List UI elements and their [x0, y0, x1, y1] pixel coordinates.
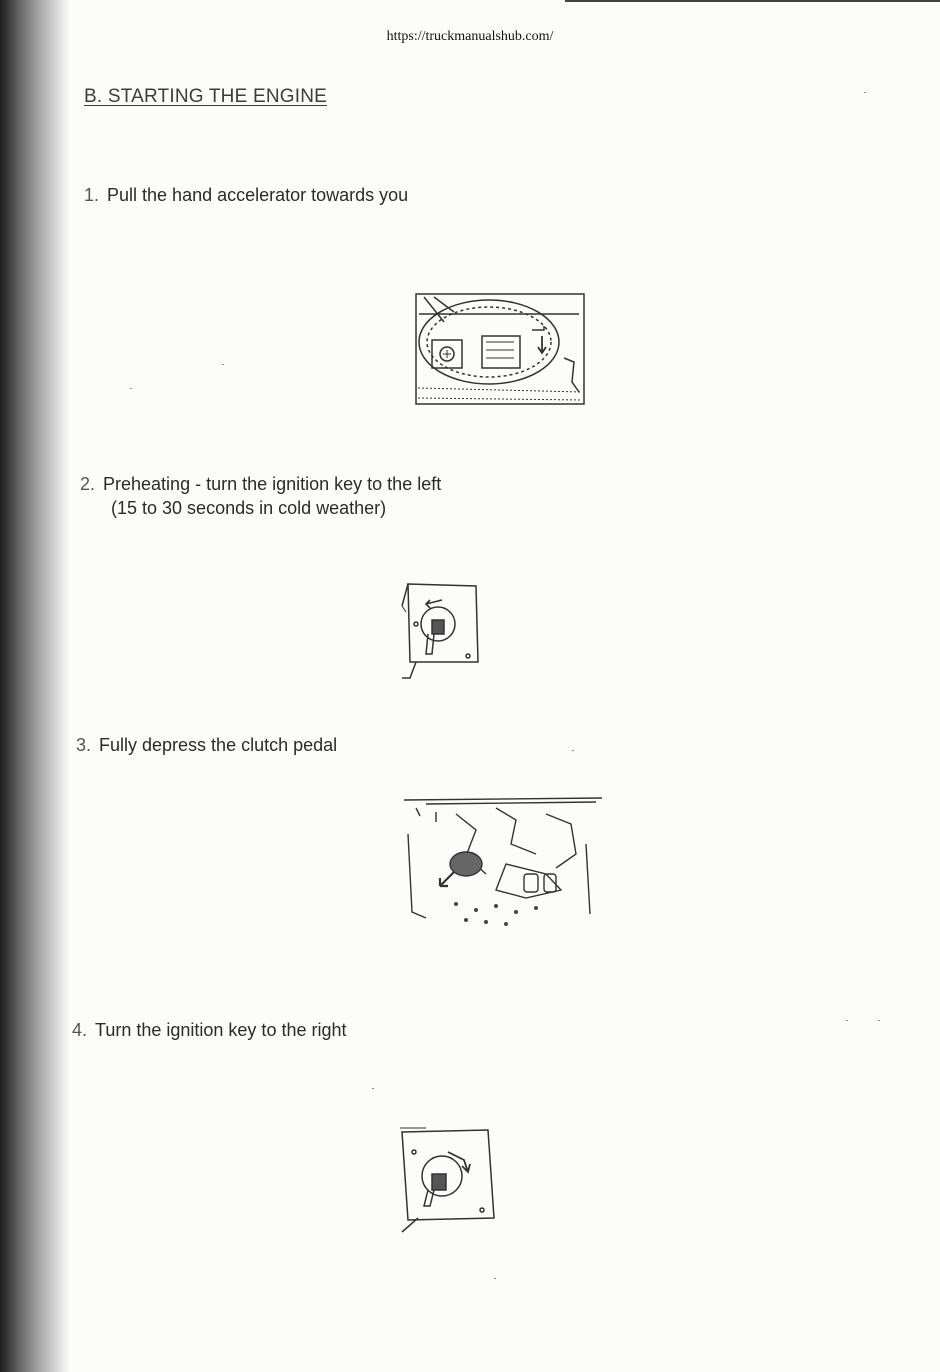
- step-text: Pull the hand accelerator towards you: [107, 185, 409, 205]
- source-url: https://truckmanualshub.com/: [386, 29, 554, 44]
- step-number: 1.: [84, 185, 100, 205]
- step-2: [80, 472, 441, 520]
- ignition-key-left-illustration: [396, 576, 486, 684]
- scan-speck: [372, 1088, 374, 1089]
- step-number: 4.: [72, 1020, 88, 1040]
- step-number: 2.: [80, 474, 96, 494]
- scan-speck: [846, 1020, 848, 1021]
- ignition-key-right-illustration: [396, 1122, 502, 1234]
- step-1: [84, 183, 408, 207]
- scan-speck: [222, 364, 224, 365]
- scan-speck: [494, 1278, 496, 1279]
- clutch-pedal-illustration: [396, 794, 604, 930]
- step-number: 3.: [76, 735, 92, 755]
- scan-binding-shadow: [0, 0, 70, 1372]
- step-3: [76, 733, 337, 757]
- section-heading: B. STARTING THE ENGINE: [84, 86, 327, 107]
- step-text: Fully depress the clutch pedal: [99, 735, 338, 755]
- scan-speck: [878, 1020, 880, 1021]
- scan-speck: [864, 92, 866, 93]
- step-text: Preheating - turn the ignition key to the left: [103, 474, 442, 494]
- scan-speck: [130, 388, 132, 389]
- scan-speck: [572, 750, 574, 751]
- hand-accelerator-illustration: [414, 292, 586, 406]
- scan-edge-line: [565, 0, 940, 2]
- step-text: Turn the ignition key to the right: [95, 1020, 347, 1040]
- step-text-continued: (15 to 30 seconds in cold weather): [111, 498, 387, 518]
- step-4: [72, 1018, 347, 1042]
